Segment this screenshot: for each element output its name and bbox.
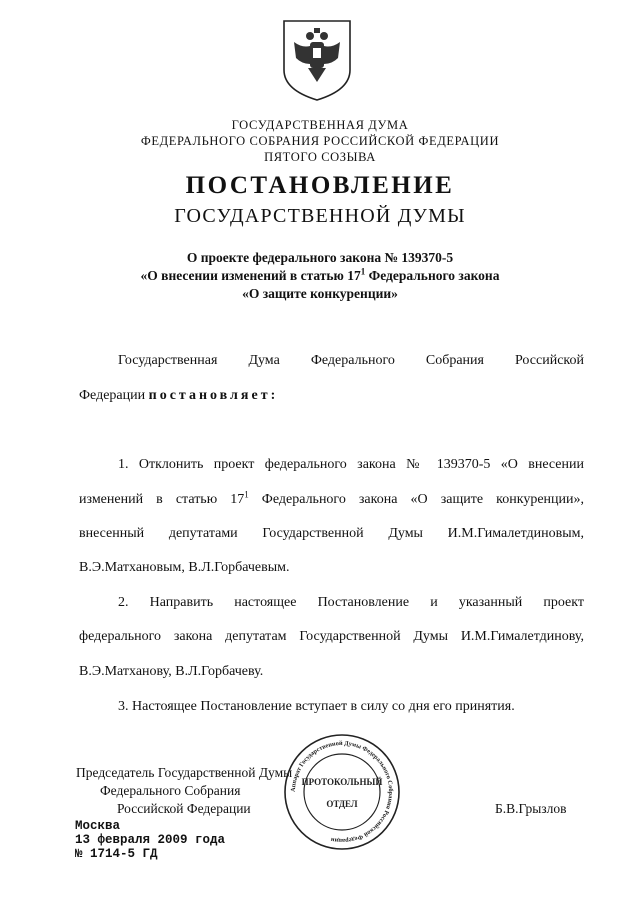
subject-line-2: «О внесении изменений в статью $17^1$ Федерального закона: [140, 266, 500, 283]
signing-date: 13 февраля 2009 года: [75, 833, 226, 847]
item-1-line-4: В.Э.Матхановым, В.Л.Горбачевым.: [79, 560, 290, 575]
document-number: № 1714-5 ГД: [75, 847, 158, 861]
official-seal-stamp: [283, 733, 401, 851]
seal-center-bottom: ОТДЕЛ: [326, 799, 358, 809]
signatory-name: Б.В.Грызлов: [495, 801, 567, 816]
signatory-role-line-2: Федерального Собрания: [100, 783, 241, 798]
item-2-line-2: федерального закона депутатам Государственной Думы И.М.Гималетдинову,: [79, 629, 584, 644]
item-1-line-2: изменений в статью $17^1$ Федерального закона «О защите конкуренции»,: [79, 489, 584, 507]
subject-line-3: «О защите конкуренции»: [242, 286, 398, 301]
item-1-line-1: 1. Отклонить проект федерального закона № 139370-5 «О внесении: [118, 457, 584, 472]
signatory-role-line-1: Председатель Государственной Думы: [76, 765, 293, 780]
org-name-line-2: ФЕДЕРАЛЬНОГО СОБРАНИЯ РОССИЙСКОЙ ФЕДЕРАЦИИ: [140, 134, 500, 148]
seal-center-top: ПРОТОКОЛЬНЫЙ: [301, 777, 383, 787]
resolution-verb: постановляет:: [148, 388, 279, 403]
preamble-line-1: Государственная Дума Федерального Собрания Российской: [118, 353, 584, 368]
document-subtitle: ГОСУДАРСТВЕННОЙ ДУМЫ: [174, 205, 466, 227]
document-title: ПОСТАНОВЛЕНИЕ: [185, 172, 455, 199]
place-of-signing: Москва: [75, 819, 121, 833]
seal-ring-text: Аппарат Государственной Думы Федерального Собрания Российской Федерации: [289, 739, 395, 845]
coat-of-arms-icon: [280, 18, 354, 102]
convocation-line: ПЯТОГО СОЗЫВА: [264, 150, 376, 164]
item-3-line-1: 3. Настоящее Постановление вступает в силу со дня его принятия.: [118, 699, 515, 714]
svg-text:Аппарат Государственной Думы Ф: [290, 740, 394, 844]
item-2-line-1: 2. Направить настоящее Постановление и указанный проект: [118, 595, 584, 610]
signatory-role-line-3: Российской Федерации: [117, 801, 251, 816]
item-1-line-3: внесенный депутатами Государственной Думы И.М.Гималетдиновым,: [79, 526, 584, 541]
org-name-line-1: ГОСУДАРСТВЕННАЯ ДУМА: [231, 118, 409, 132]
item-2-line-3: В.Э.Матханову, В.Л.Горбачеву.: [79, 664, 264, 679]
preamble-line-2: Федерации постановляет:: [79, 388, 279, 403]
subject-line-1: О проекте федерального закона № 139370-5: [186, 250, 454, 265]
